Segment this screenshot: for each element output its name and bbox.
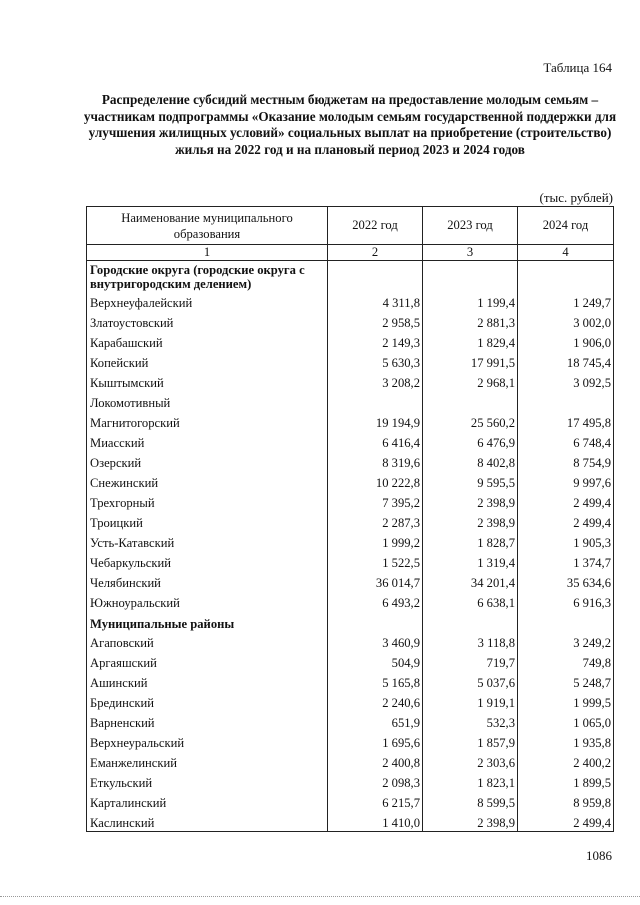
value-2024: 8 959,8 [518,791,614,811]
value-2024: 6 748,4 [518,431,614,451]
value-2022: 651,9 [328,711,423,731]
column-number: 1 [87,245,328,261]
value-2022 [328,261,423,292]
table-row [87,711,614,731]
value-2024: 2 499,4 [518,811,614,832]
table-row [87,591,614,611]
municipality-name: Южноуральский [87,591,328,611]
value-2024: 2 400,2 [518,751,614,771]
column-header-2023: 2023 год [423,207,518,245]
table-body [87,261,614,832]
value-2022: 36 014,7 [328,571,423,591]
value-2024: 2 499,4 [518,491,614,511]
value-2023: 532,3 [423,711,518,731]
section-title: Муниципальные районы [87,611,328,631]
value-2022 [328,391,423,411]
municipality-name: Карабашский [87,331,328,351]
municipality-name: Челябинский [87,571,328,591]
value-2024: 1 906,0 [518,331,614,351]
section-title: Городские округа (городские округа с внутригородским делением) [87,261,328,292]
table-label: Таблица 164 [543,60,612,75]
table-row [87,791,614,811]
value-2023: 2 881,3 [423,311,518,331]
units-note: (тыс. рублей) [539,190,613,205]
value-2023: 6 638,1 [423,591,518,611]
value-2022: 6 215,7 [328,791,423,811]
table-row [87,771,614,791]
value-2022: 2 149,3 [328,331,423,351]
value-2023: 9 595,5 [423,471,518,491]
municipality-name: Ашинский [87,671,328,691]
table-row [87,651,614,671]
section-header-row [87,261,614,292]
table-row [87,531,614,551]
municipality-name: Миасский [87,431,328,451]
value-2024: 18 745,4 [518,351,614,371]
table-row [87,471,614,491]
section-header-row [87,611,614,631]
value-2023: 1 823,1 [423,771,518,791]
table-row [87,571,614,591]
value-2024: 1 065,0 [518,711,614,731]
municipality-name: Агаповский [87,631,328,651]
municipality-name: Кыштымский [87,371,328,391]
value-2023 [423,261,518,292]
value-2023: 1 199,4 [423,291,518,311]
document-title: Распределение субсидий местным бюджетам на предоставление молодым семьям – участникам подпрограммы «Оказание молодым семьям государственной поддержки для улучшения жилищных условий» социальных выплат на приобретение (строительство) жилья на 2022 год и на плановый период 2023 и 2024 годов [83,92,617,157]
value-2022: 1 522,5 [328,551,423,571]
value-2024: 3 002,0 [518,311,614,331]
value-2024: 3 249,2 [518,631,614,651]
municipality-name: Карталинский [87,791,328,811]
table-row [87,331,614,351]
value-2022 [328,611,423,631]
table-row [87,551,614,571]
municipality-name: Трехгорный [87,491,328,511]
column-number: 3 [423,245,518,261]
table-header-row [87,207,614,245]
value-2022: 2 287,3 [328,511,423,531]
value-2022: 4 311,8 [328,291,423,311]
municipality-name: Каслинский [87,811,328,832]
value-2023: 2 968,1 [423,371,518,391]
value-2024: 6 916,3 [518,591,614,611]
value-2024: 9 997,6 [518,471,614,491]
footer-divider [0,896,640,897]
value-2024 [518,261,614,292]
municipality-name: Чебаркульский [87,551,328,571]
value-2024: 35 634,6 [518,571,614,591]
value-2023: 5 037,6 [423,671,518,691]
value-2023 [423,391,518,411]
column-header-name: Наименование муниципального образования [87,207,328,245]
table-row [87,511,614,531]
value-2022: 7 395,2 [328,491,423,511]
table-row [87,351,614,371]
value-2024: 1 249,7 [518,291,614,311]
value-2023: 719,7 [423,651,518,671]
value-2024: 1 899,5 [518,771,614,791]
value-2022: 1 999,2 [328,531,423,551]
value-2023: 6 476,9 [423,431,518,451]
subsidy-table [86,206,614,832]
table-row [87,411,614,431]
value-2023: 2 303,6 [423,751,518,771]
value-2024: 1 999,5 [518,691,614,711]
value-2023: 2 398,9 [423,511,518,531]
value-2022: 2 400,8 [328,751,423,771]
municipality-name: Троицкий [87,511,328,531]
municipality-name: Локомотивный [87,391,328,411]
table-row [87,451,614,471]
value-2022: 10 222,8 [328,471,423,491]
value-2022: 3 208,2 [328,371,423,391]
value-2024: 17 495,8 [518,411,614,431]
value-2024: 749,8 [518,651,614,671]
municipality-name: Аргаяшский [87,651,328,671]
value-2022: 5 630,3 [328,351,423,371]
municipality-name: Брединский [87,691,328,711]
value-2024: 1 935,8 [518,731,614,751]
table-row [87,391,614,411]
page-number: 1086 [586,848,612,863]
column-header-2024: 2024 год [518,207,614,245]
column-number-row [87,245,614,261]
value-2023: 34 201,4 [423,571,518,591]
value-2024: 8 754,9 [518,451,614,471]
value-2022: 1 410,0 [328,811,423,832]
value-2023: 17 991,5 [423,351,518,371]
value-2022: 2 240,6 [328,691,423,711]
value-2024 [518,611,614,631]
value-2022: 1 695,6 [328,731,423,751]
value-2022: 3 460,9 [328,631,423,651]
value-2022: 2 098,3 [328,771,423,791]
value-2023: 1 319,4 [423,551,518,571]
value-2023: 3 118,8 [423,631,518,651]
column-header-2022: 2022 год [328,207,423,245]
value-2024: 1 905,3 [518,531,614,551]
value-2024: 2 499,4 [518,511,614,531]
value-2024: 5 248,7 [518,671,614,691]
value-2022: 2 958,5 [328,311,423,331]
municipality-name: Верхнеуральский [87,731,328,751]
value-2022: 19 194,9 [328,411,423,431]
table-row [87,811,614,832]
municipality-name: Верхнеуфалейский [87,291,328,311]
table-row [87,671,614,691]
municipality-name: Магнитогорский [87,411,328,431]
municipality-name: Снежинский [87,471,328,491]
value-2022: 6 416,4 [328,431,423,451]
value-2022: 6 493,2 [328,591,423,611]
value-2023: 8 402,8 [423,451,518,471]
municipality-name: Варненский [87,711,328,731]
table-row [87,371,614,391]
value-2023: 2 398,9 [423,811,518,832]
value-2023: 8 599,5 [423,791,518,811]
value-2022: 8 319,6 [328,451,423,471]
column-number: 4 [518,245,614,261]
value-2023: 1 857,9 [423,731,518,751]
column-number: 2 [328,245,423,261]
municipality-name: Озерский [87,451,328,471]
municipality-name: Копейский [87,351,328,371]
value-2024 [518,391,614,411]
value-2024: 1 374,7 [518,551,614,571]
value-2022: 504,9 [328,651,423,671]
municipality-name: Усть-Катавский [87,531,328,551]
value-2022: 5 165,8 [328,671,423,691]
value-2023: 25 560,2 [423,411,518,431]
municipality-name: Златоустовский [87,311,328,331]
table-row [87,291,614,311]
value-2024: 3 092,5 [518,371,614,391]
table-row [87,751,614,771]
table-row [87,311,614,331]
municipality-name: Еманжелинский [87,751,328,771]
value-2023: 1 919,1 [423,691,518,711]
value-2023: 1 828,7 [423,531,518,551]
value-2023: 2 398,9 [423,491,518,511]
value-2023 [423,611,518,631]
municipality-name: Еткульский [87,771,328,791]
table-row [87,491,614,511]
table-row [87,631,614,651]
value-2023: 1 829,4 [423,331,518,351]
table-row [87,431,614,451]
table-row [87,691,614,711]
table-row [87,731,614,751]
